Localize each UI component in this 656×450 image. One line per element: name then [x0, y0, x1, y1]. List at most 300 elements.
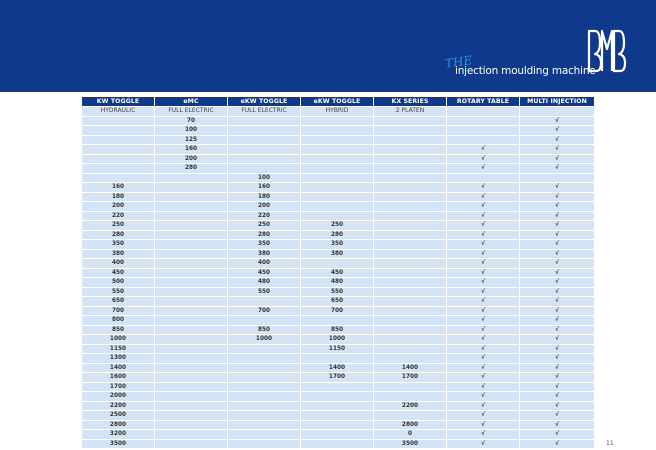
table-cell: [301, 136, 373, 146]
table-cell: [374, 155, 446, 165]
bmb-logo-mark: [587, 27, 627, 75]
table-cell: [155, 364, 227, 374]
table-cell: 250: [228, 221, 300, 231]
page-number: 11: [606, 440, 614, 447]
table-cell: √: [447, 164, 519, 174]
table-cell: √: [447, 383, 519, 393]
col-header: KW TOGGLE: [82, 97, 154, 107]
table-cell: [374, 345, 446, 355]
table-row: [82, 392, 594, 402]
table-cell: [155, 307, 227, 317]
table-cell: [155, 221, 227, 231]
table-cell: 1400: [82, 364, 154, 374]
table-cell: 450: [228, 269, 300, 279]
table-cell: [301, 430, 373, 440]
table-cell: [228, 297, 300, 307]
table-cell: [301, 164, 373, 174]
table-cell: 2800: [374, 421, 446, 431]
table-cell: √: [520, 240, 594, 250]
table-cell: 850: [82, 326, 154, 336]
table-cell: [447, 117, 519, 127]
table-cell: √: [520, 221, 594, 231]
header-row: [82, 97, 594, 107]
table-cell: [155, 288, 227, 298]
table-cell: 1400: [301, 364, 373, 374]
table-cell: [301, 402, 373, 412]
table-cell: 700: [301, 307, 373, 317]
table-row: [82, 307, 594, 317]
table-cell: √: [520, 335, 594, 345]
table-cell: [155, 231, 227, 241]
table-cell: [228, 136, 300, 146]
table-cell: 1150: [301, 345, 373, 355]
table-cell: √: [520, 402, 594, 412]
table-cell: [301, 117, 373, 127]
table-cell: [374, 316, 446, 326]
table-cell: 220: [228, 212, 300, 222]
table-cell: √: [520, 155, 594, 165]
table-cell: √: [520, 259, 594, 269]
table-cell: √: [520, 193, 594, 203]
table-cell: [228, 354, 300, 364]
table-cell: 280: [301, 231, 373, 241]
table-cell: [374, 250, 446, 260]
table-row: [82, 440, 594, 450]
table-cell: 180: [82, 193, 154, 203]
table-cell: [155, 278, 227, 288]
table-cell: 650: [82, 297, 154, 307]
table-cell: [301, 392, 373, 402]
table-cell: √: [447, 392, 519, 402]
table-row: [82, 373, 594, 383]
table-cell: 160: [82, 183, 154, 193]
table-cell: √: [447, 269, 519, 279]
table-cell: [155, 259, 227, 269]
subheader-cell: HYBRID: [301, 107, 373, 117]
table-row: [82, 250, 594, 260]
table-cell: [155, 202, 227, 212]
table-cell: [155, 421, 227, 431]
table-cell: 0: [374, 430, 446, 440]
spec-table: [81, 97, 595, 449]
subheader-cell: 2 PLATEN: [374, 107, 446, 117]
table-cell: 160: [228, 183, 300, 193]
table-cell: 1600: [82, 373, 154, 383]
table-cell: 250: [82, 221, 154, 231]
table-row: [82, 345, 594, 355]
table-cell: 200: [82, 202, 154, 212]
table-cell: [301, 383, 373, 393]
table-cell: √: [447, 430, 519, 440]
table-cell: √: [447, 421, 519, 431]
table-cell: [301, 259, 373, 269]
table-cell: 125: [155, 136, 227, 146]
table-cell: √: [520, 288, 594, 298]
table-cell: [374, 288, 446, 298]
table-cell: [228, 411, 300, 421]
table-row: [82, 364, 594, 374]
table-cell: [228, 155, 300, 165]
table-cell: [155, 212, 227, 222]
table-cell: [301, 193, 373, 203]
table-cell: √: [520, 354, 594, 364]
subheader-cell: HYDRAULIC: [82, 107, 154, 117]
tagline-text: injection moulding machine: [455, 65, 596, 77]
table-cell: [82, 174, 154, 184]
subheader-cell: [447, 107, 519, 117]
table-cell: [374, 297, 446, 307]
table-cell: √: [447, 183, 519, 193]
table-cell: √: [447, 364, 519, 374]
table-cell: [82, 145, 154, 155]
table-cell: 550: [228, 288, 300, 298]
col-header: eMC: [155, 97, 227, 107]
col-header: KX SERIES: [374, 97, 446, 107]
table-row: [82, 164, 594, 174]
table-cell: 1000: [228, 335, 300, 345]
table-cell: [155, 392, 227, 402]
table-cell: 250: [301, 221, 373, 231]
table-cell: [301, 440, 373, 450]
table-row: [82, 136, 594, 146]
table-cell: √: [447, 297, 519, 307]
table-cell: [374, 240, 446, 250]
table-cell: √: [447, 193, 519, 203]
table-cell: √: [447, 250, 519, 260]
table-cell: [228, 402, 300, 412]
table-cell: [228, 430, 300, 440]
table-cell: [374, 136, 446, 146]
table-cell: [228, 364, 300, 374]
table-cell: [374, 193, 446, 203]
table-cell: [155, 440, 227, 450]
table-cell: 450: [301, 269, 373, 279]
table-cell: 2200: [82, 402, 154, 412]
table-row: [82, 297, 594, 307]
table-cell: √: [520, 392, 594, 402]
table-cell: √: [447, 155, 519, 165]
col-header: eKW TOGGLE: [301, 97, 373, 107]
table-cell: 1150: [82, 345, 154, 355]
table-row: [82, 430, 594, 440]
table-cell: √: [447, 373, 519, 383]
table-cell: [228, 145, 300, 155]
table-cell: [155, 316, 227, 326]
table-cell: 480: [228, 278, 300, 288]
table-cell: [155, 383, 227, 393]
table-cell: [228, 117, 300, 127]
table-cell: 450: [82, 269, 154, 279]
table-cell: √: [447, 316, 519, 326]
table-cell: [374, 307, 446, 317]
table-cell: [228, 164, 300, 174]
table-cell: √: [520, 421, 594, 431]
table-row: [82, 126, 594, 136]
table-cell: 1700: [374, 373, 446, 383]
table-cell: √: [520, 316, 594, 326]
table-cell: 200: [155, 155, 227, 165]
table-cell: 280: [82, 231, 154, 241]
table-cell: [447, 174, 519, 184]
table-cell: √: [520, 164, 594, 174]
table-cell: [374, 221, 446, 231]
table-cell: 350: [301, 240, 373, 250]
subheader-cell: FULL ELECTRIC: [228, 107, 300, 117]
table-cell: √: [520, 383, 594, 393]
table-cell: [374, 335, 446, 345]
table-cell: 700: [228, 307, 300, 317]
table-cell: [82, 126, 154, 136]
table-cell: [82, 117, 154, 127]
table-cell: [155, 345, 227, 355]
table-cell: 500: [82, 278, 154, 288]
table-cell: 480: [301, 278, 373, 288]
table-cell: 400: [82, 259, 154, 269]
tagline-the: THE: [444, 53, 474, 71]
table-cell: [374, 117, 446, 127]
table-cell: [374, 269, 446, 279]
table-cell: [374, 202, 446, 212]
table-cell: [155, 402, 227, 412]
table-cell: 3200: [82, 430, 154, 440]
table-cell: √: [520, 231, 594, 241]
table-cell: [155, 193, 227, 203]
table-cell: √: [520, 345, 594, 355]
table-row: [82, 326, 594, 336]
table-cell: 1000: [82, 335, 154, 345]
table-cell: √: [520, 202, 594, 212]
table-row: [82, 288, 594, 298]
table-cell: 2500: [82, 411, 154, 421]
table-cell: √: [520, 430, 594, 440]
table-cell: 3500: [374, 440, 446, 450]
table-cell: 550: [301, 288, 373, 298]
table-cell: [228, 421, 300, 431]
table-cell: √: [520, 364, 594, 374]
table-cell: √: [447, 411, 519, 421]
table-cell: [374, 174, 446, 184]
table-row: [82, 155, 594, 165]
table-cell: [155, 326, 227, 336]
table-cell: 3500: [82, 440, 154, 450]
table-cell: [155, 335, 227, 345]
table-cell: 550: [82, 288, 154, 298]
table-cell: [374, 411, 446, 421]
table-row: [82, 193, 594, 203]
table-cell: [155, 174, 227, 184]
table-cell: [301, 212, 373, 222]
table-row: [82, 335, 594, 345]
table-cell: [301, 174, 373, 184]
table-cell: √: [520, 440, 594, 450]
table-row: [82, 231, 594, 241]
tagline: [444, 53, 596, 79]
table-cell: 280: [155, 164, 227, 174]
machine-table: [81, 97, 594, 449]
table-cell: [155, 250, 227, 260]
table-cell: 1000: [301, 335, 373, 345]
table-cell: 1400: [374, 364, 446, 374]
table-cell: [374, 278, 446, 288]
table-cell: √: [520, 307, 594, 317]
table-cell: √: [520, 269, 594, 279]
table-cell: [155, 411, 227, 421]
table-cell: 2800: [82, 421, 154, 431]
table-cell: [520, 174, 594, 184]
table-cell: 380: [301, 250, 373, 260]
table-cell: 100: [228, 174, 300, 184]
table-cell: √: [520, 126, 594, 136]
table-cell: [155, 297, 227, 307]
table-cell: [374, 231, 446, 241]
table-cell: √: [447, 145, 519, 155]
table-cell: 800: [82, 316, 154, 326]
table-cell: 380: [82, 250, 154, 260]
table-row: [82, 354, 594, 364]
table-row: [82, 269, 594, 279]
table-row: [82, 117, 594, 127]
table-cell: √: [520, 136, 594, 146]
table-cell: [447, 136, 519, 146]
table-cell: √: [520, 297, 594, 307]
table-cell: √: [447, 402, 519, 412]
table-cell: [155, 430, 227, 440]
table-cell: [374, 354, 446, 364]
table-cell: [301, 126, 373, 136]
table-cell: [155, 373, 227, 383]
table-cell: [155, 183, 227, 193]
table-cell: [228, 345, 300, 355]
table-cell: 380: [228, 250, 300, 260]
table-row: [82, 212, 594, 222]
table-cell: √: [447, 288, 519, 298]
table-cell: 1300: [82, 354, 154, 364]
table-cell: 220: [82, 212, 154, 222]
table-cell: 850: [228, 326, 300, 336]
table-cell: √: [520, 117, 594, 127]
table-cell: [374, 383, 446, 393]
table-cell: [374, 183, 446, 193]
table-cell: 280: [228, 231, 300, 241]
table-cell: [374, 212, 446, 222]
table-cell: √: [447, 221, 519, 231]
table-cell: [301, 421, 373, 431]
table-row: [82, 316, 594, 326]
table-cell: √: [520, 278, 594, 288]
table-cell: [228, 392, 300, 402]
table-cell: [374, 326, 446, 336]
table-cell: 70: [155, 117, 227, 127]
table-cell: 350: [228, 240, 300, 250]
table-cell: √: [447, 307, 519, 317]
table-cell: [155, 354, 227, 364]
table-row: [82, 402, 594, 412]
table-cell: √: [520, 411, 594, 421]
table-cell: √: [447, 202, 519, 212]
table-cell: 160: [155, 145, 227, 155]
table-cell: [228, 440, 300, 450]
table-cell: 350: [82, 240, 154, 250]
table-cell: 2200: [374, 402, 446, 412]
table-cell: √: [447, 345, 519, 355]
subheader-row: [82, 107, 594, 117]
table-cell: 180: [228, 193, 300, 203]
table-row: [82, 202, 594, 212]
table-cell: [155, 269, 227, 279]
col-header: ROTARY TABLE: [447, 97, 519, 107]
table-cell: [447, 126, 519, 136]
table-cell: √: [520, 212, 594, 222]
table-row: [82, 278, 594, 288]
table-cell: [301, 316, 373, 326]
table-cell: √: [447, 278, 519, 288]
table-row: [82, 411, 594, 421]
table-cell: √: [447, 212, 519, 222]
col-header: eKW TOGGLE: [228, 97, 300, 107]
table-cell: 100: [155, 126, 227, 136]
subheader-cell: [520, 107, 594, 117]
table-cell: √: [447, 354, 519, 364]
table-cell: [82, 136, 154, 146]
table-row: [82, 240, 594, 250]
table-cell: 1700: [301, 373, 373, 383]
table-cell: [228, 383, 300, 393]
table-cell: 200: [228, 202, 300, 212]
table-cell: √: [447, 240, 519, 250]
table-cell: [301, 354, 373, 364]
table-cell: √: [447, 326, 519, 336]
subheader-cell: FULL ELECTRIC: [155, 107, 227, 117]
table-cell: √: [447, 440, 519, 450]
table-row: [82, 259, 594, 269]
table-cell: [301, 183, 373, 193]
table-cell: √: [447, 335, 519, 345]
table-cell: √: [447, 231, 519, 241]
table-cell: [374, 164, 446, 174]
table-cell: √: [520, 145, 594, 155]
table-cell: 2000: [82, 392, 154, 402]
table-cell: 700: [82, 307, 154, 317]
table-cell: [228, 373, 300, 383]
table-cell: [374, 392, 446, 402]
table-cell: 850: [301, 326, 373, 336]
table-row: [82, 183, 594, 193]
col-header: MULTI INJECTION: [520, 97, 594, 107]
table-cell: 650: [301, 297, 373, 307]
table-cell: √: [520, 183, 594, 193]
table-row: [82, 221, 594, 231]
table-cell: √: [520, 326, 594, 336]
table-row: [82, 145, 594, 155]
table-row: [82, 383, 594, 393]
table-cell: [374, 126, 446, 136]
table-row: [82, 174, 594, 184]
table-row: [82, 421, 594, 431]
header-banner: [0, 0, 656, 92]
table-cell: [374, 145, 446, 155]
table-cell: √: [520, 250, 594, 260]
table-cell: [301, 202, 373, 212]
table-cell: [82, 155, 154, 165]
table-cell: 400: [228, 259, 300, 269]
table-cell: [374, 259, 446, 269]
table-cell: [155, 240, 227, 250]
table-cell: [228, 316, 300, 326]
table-cell: [228, 126, 300, 136]
table-cell: [301, 411, 373, 421]
table-cell: √: [447, 259, 519, 269]
table-cell: [301, 145, 373, 155]
